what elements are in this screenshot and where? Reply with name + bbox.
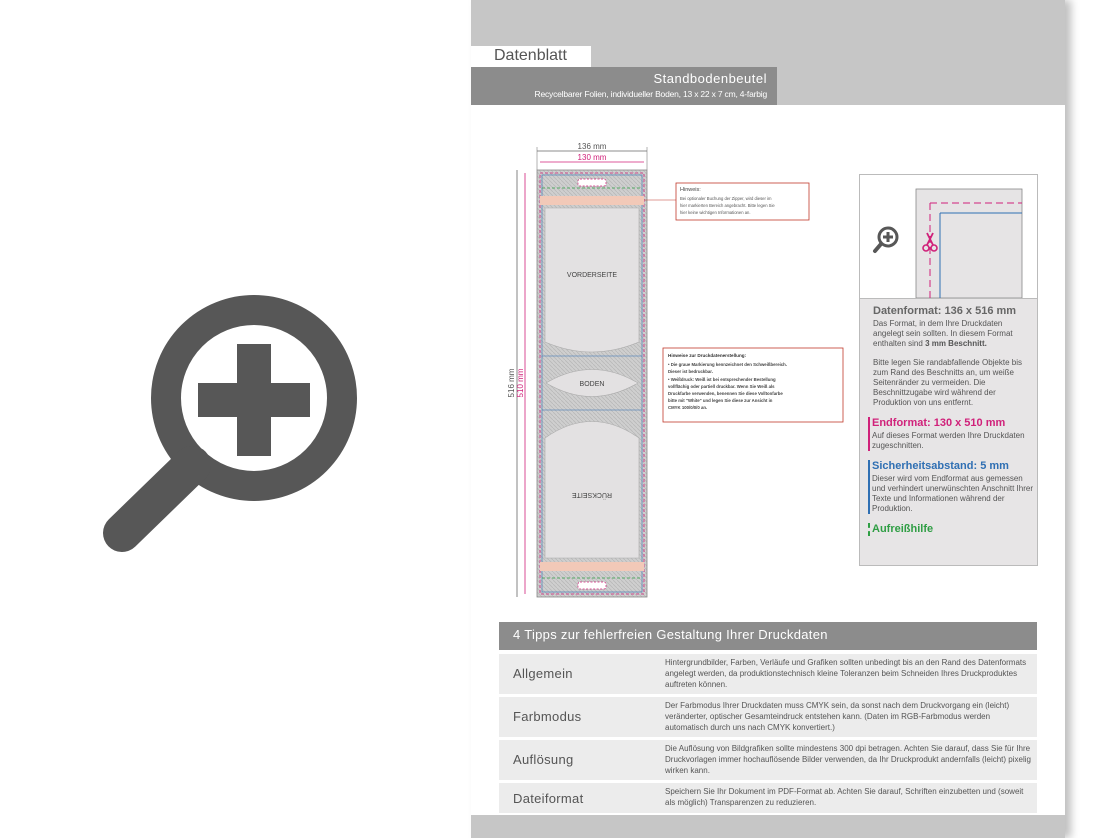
product-band	[471, 67, 777, 105]
tip-label: Auflösung	[513, 752, 574, 767]
print-template-diagram	[501, 140, 851, 605]
bottom-label: BODEN	[579, 381, 605, 388]
end-format-block	[868, 417, 1033, 451]
tip-row	[499, 654, 1037, 694]
tip-label: Dateiformat	[513, 791, 584, 806]
scissors-icon	[922, 232, 938, 252]
datasheet-tab-label: Datenblatt	[494, 47, 567, 64]
zipper-note-line: hier keine wichtigen Informationen an.	[680, 210, 751, 215]
zipper-note-title: Hinweis:	[680, 187, 701, 193]
width-outer-label: 136 mm	[577, 142, 607, 151]
zipper-area-top	[540, 196, 644, 205]
back-panel	[545, 422, 639, 559]
print-notes-line: CMYK 100/0/0/0 an.	[668, 405, 708, 410]
tear-notch-bottom	[578, 582, 606, 589]
tip-text: Der Farbmodus Ihrer Druckdaten muss CMYK sein, da sonst nach dem Druckvorgang ein (leicht) veränderter, optischer Gesamteindruck entstehen kann. (Daten im RGB-Farbmodus werden automatisch durch uns nach CMYK konvertiert.)	[665, 701, 1010, 732]
tip-label: Allgemein	[513, 666, 573, 681]
data-format-text	[873, 319, 1033, 349]
footer-band	[471, 815, 1065, 838]
tear-notch-top	[578, 179, 606, 186]
width-inner-label: 130 mm	[577, 153, 607, 162]
print-notes-line: bitte mit "White" und legen Sie diese zur Ansicht in	[668, 398, 773, 403]
tip-text: Hintergrundbilder, Farben, Verläufe und Grafiken sollten unbedingt bis an den Rand des Datenformats angelegt werden, da produktionstechnisch kleine Toleranzen beim Schneiden Ihres Druckproduktes auftreten können.	[665, 658, 1027, 689]
tip-row	[499, 783, 1037, 813]
front-panel	[545, 208, 639, 352]
end-format-text: Auf dieses Format werden Ihre Druckdaten zugeschnitten.	[872, 431, 1025, 450]
tear-aid-block	[868, 523, 1033, 536]
zoom-in-icon[interactable]	[872, 225, 902, 255]
safety-margin-title: Sicherheitsabstand: 5 mm	[872, 460, 1009, 472]
print-notes-line: Dieser ist bedruckbar.	[668, 369, 713, 374]
tear-aid-title: Aufreißhilfe	[872, 523, 934, 535]
safety-margin-block	[868, 460, 1033, 514]
end-format-title: Endformat: 130 x 510 mm	[872, 417, 1006, 429]
height-inner-label: 510 mm	[516, 368, 525, 398]
zipper-note-line: hier markierten Bereich angebracht. Bitte legen Sie	[680, 203, 775, 208]
tips-title: 4 Tipps zur fehlerfreien Gestaltung Ihrer Druckdaten	[513, 627, 828, 642]
print-notes-line: • Die graue Markierung kennzeichnet den Schweißbereich.	[668, 362, 787, 367]
corner-preview[interactable]	[860, 175, 1037, 299]
back-label: RÜCKSEITE	[571, 491, 613, 498]
tips-header	[499, 622, 1037, 650]
print-notes-title: Hinweise zur Druckdatenerstellung:	[668, 353, 747, 358]
zipper-note-line: Bei optionaler Buchung der Zipper, wird dieser im	[680, 196, 772, 201]
tip-row	[499, 697, 1037, 737]
print-notes-line: vollflächig oder partiell druckbar. Wenn Sie Weiß als	[668, 384, 775, 389]
print-notes-line: • Weißdruck: Weiß ist bei entsprechender Bestellung	[668, 377, 776, 382]
datasheet-page	[471, 0, 1065, 838]
tip-text: Speichern Sie Ihr Dokument im PDF-Format ab. Achten Sie darauf, Schriften einzubetten und (soweit als möglich) Transparenzen zu reduzieren.	[665, 787, 1024, 807]
zipper-area-bottom	[540, 562, 644, 571]
tip-row	[499, 740, 1037, 780]
tip-label: Farbmodus	[513, 709, 582, 724]
data-format-text-a: Das Format, in dem Ihre Druckdaten angelegt sein sollten. In diesem Format enthalten sind	[873, 319, 1013, 348]
product-subtitle: Recycelbarer Folien, individueller Boden, 13 x 22 x 7 cm, 4-farbig	[534, 89, 767, 99]
data-format-title: Datenformat: 136 x 516 mm	[873, 305, 1017, 317]
datasheet-tab	[471, 46, 591, 67]
zoom-in-icon[interactable]	[100, 213, 360, 553]
format-info-body	[873, 305, 1033, 536]
front-label: VORDERSEITE	[566, 272, 618, 279]
data-format-text-b: Bitte legen Sie randabfallende Objekte bis zum Rand des Beschnitts an, um weiße Seitenränder zu vermeiden. Die Beschnittzugabe wird während der Produktion von uns entfernt.	[873, 358, 1022, 407]
safety-margin-text: Dieser wird vom Endformat aus gemessen und verhindert unerwünschten Anschnitt Ihrer Texte und Informationen während der Produktion.	[872, 474, 1033, 513]
print-notes-line: Druckfarbe verwenden, benennen Sie diese Volltonfarbe	[668, 391, 783, 396]
height-outer-label: 516 mm	[507, 368, 516, 398]
tip-text: Die Auflösung von Bildgrafiken sollte mindestens 300 dpi betragen. Achten Sie darauf, dass Sie für Ihre Druckvorlagen immer hochauflösende Bilder verwenden, da Ihr Druckprodukt andernfalls (leicht) pixelig wirken kann.	[665, 744, 1031, 775]
format-info-panel	[859, 174, 1038, 566]
data-format-text-bold: 3 mm Beschnitt.	[925, 339, 987, 348]
product-title: Standbodenbeutel	[653, 71, 767, 86]
